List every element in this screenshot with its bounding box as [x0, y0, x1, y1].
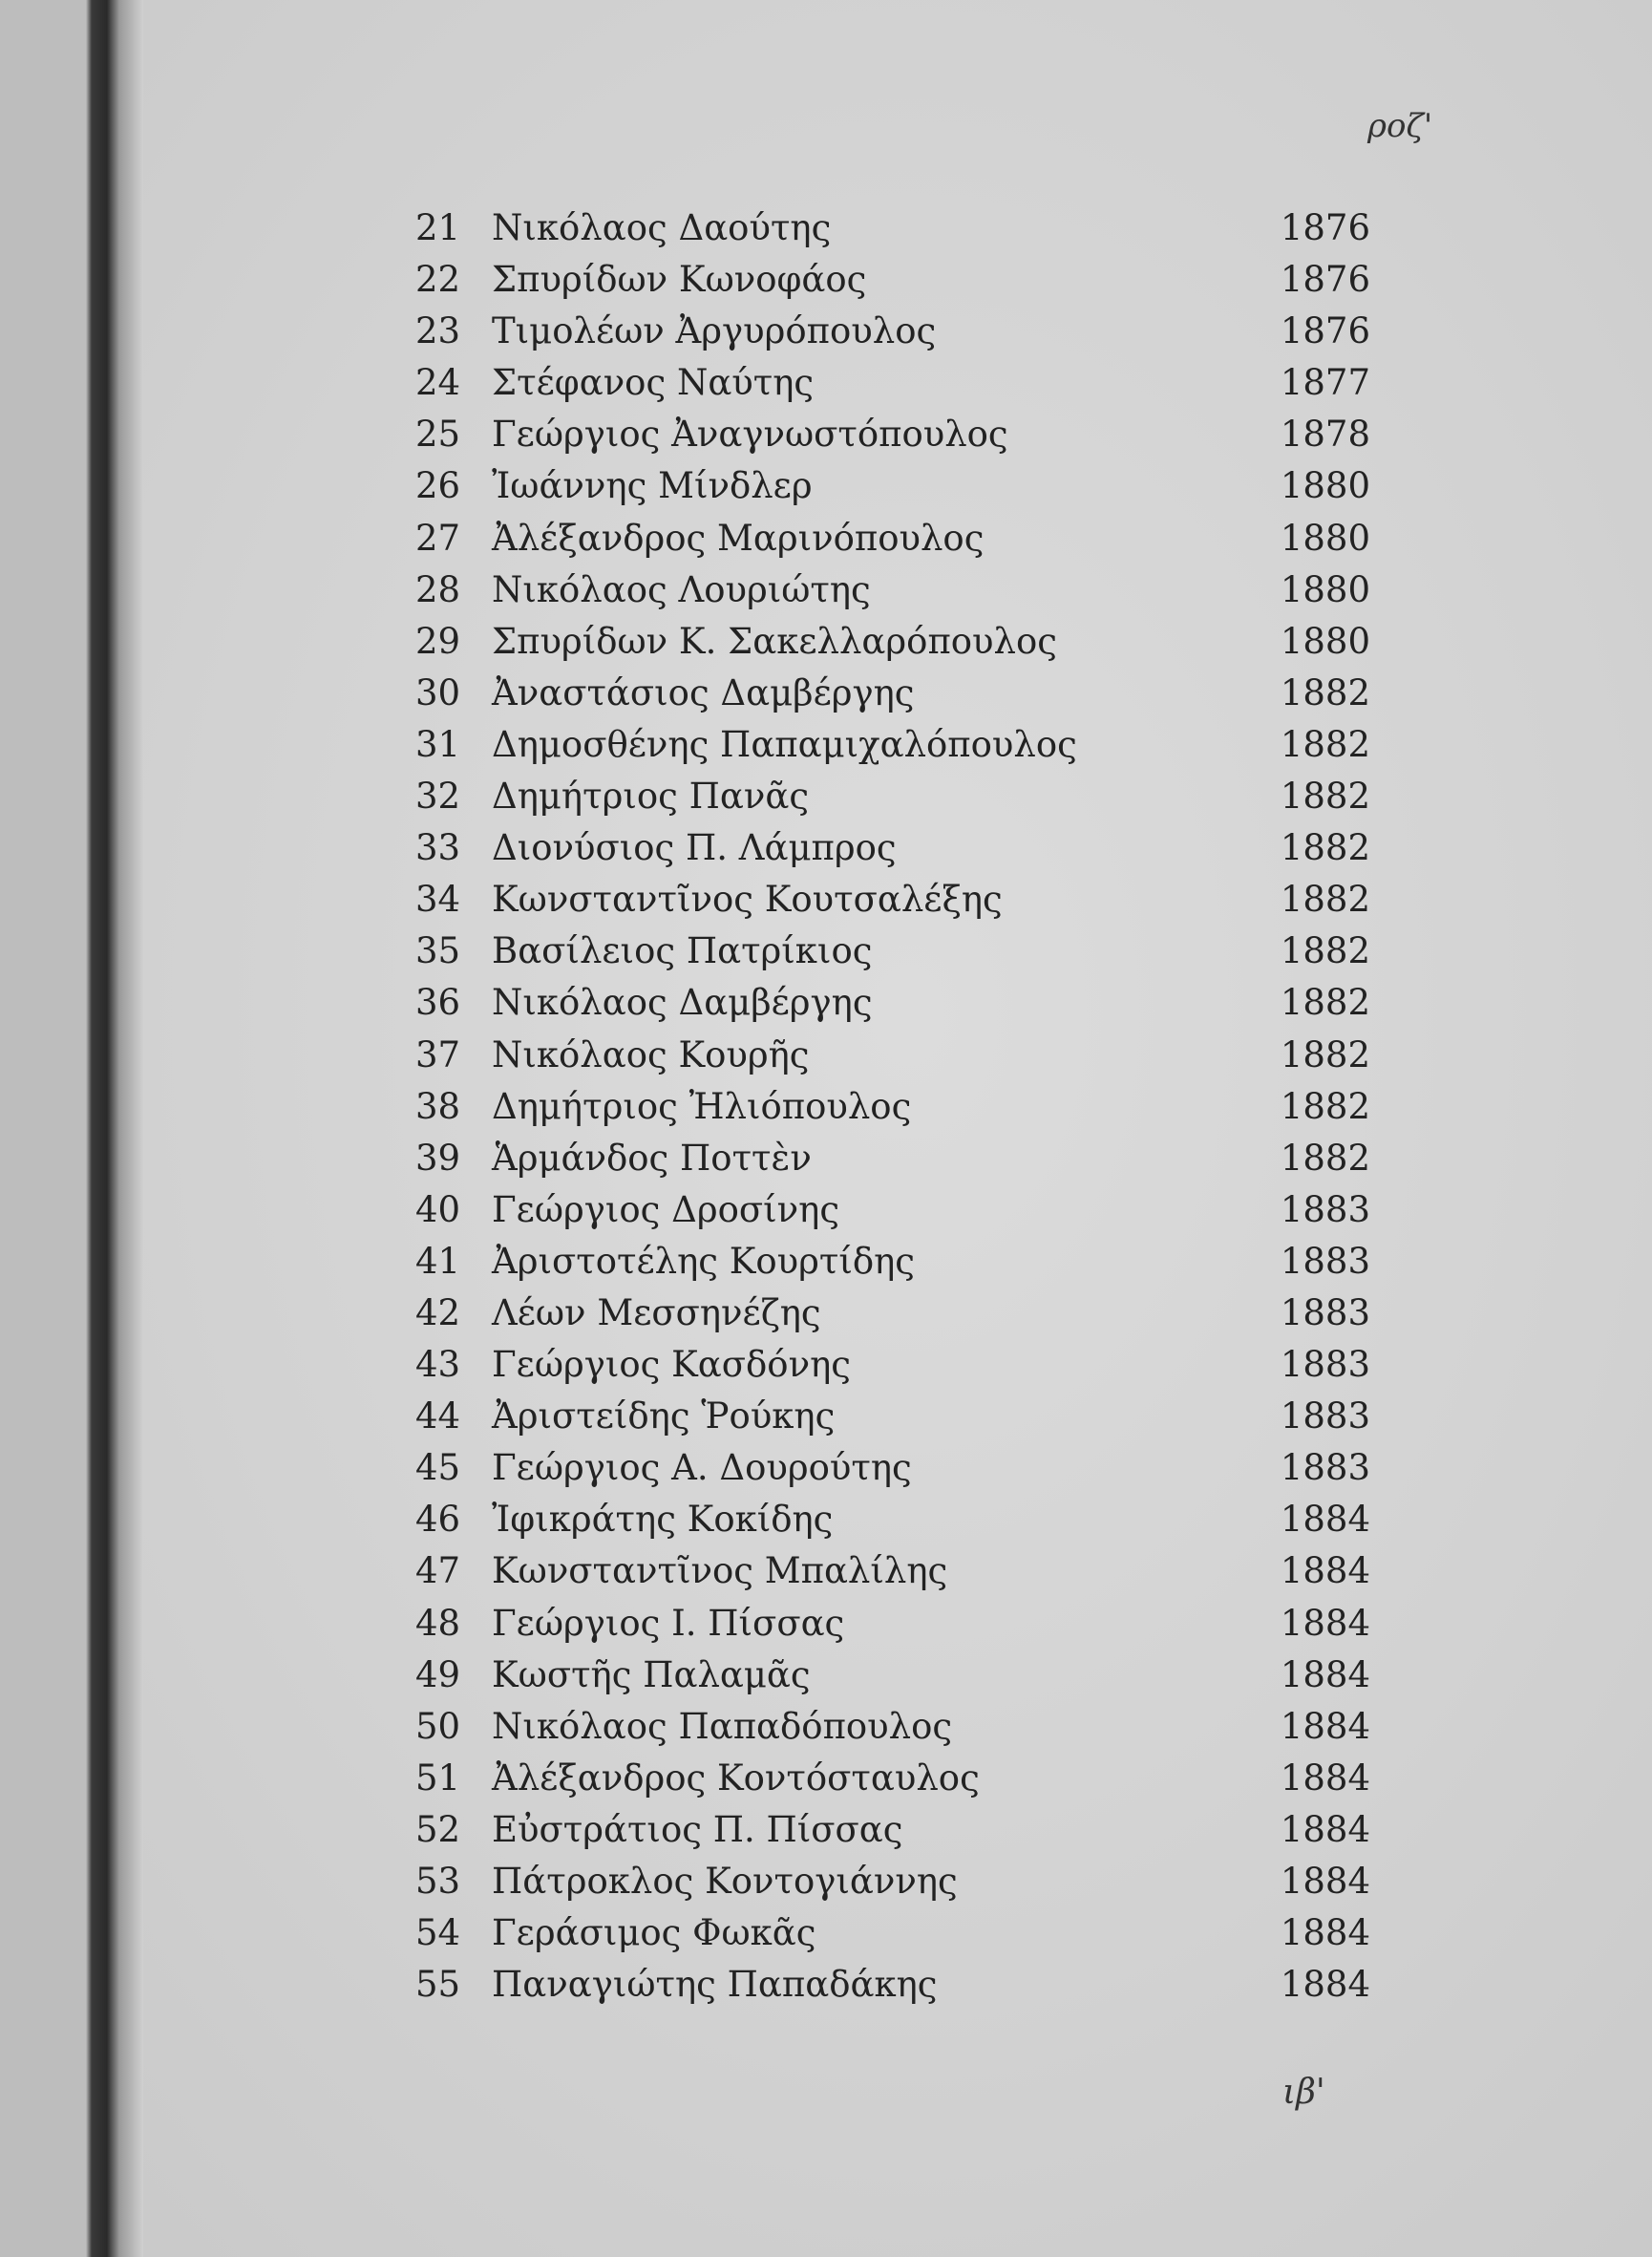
entry-number: 40	[415, 1188, 461, 1230]
entry-number: 51	[415, 1757, 461, 1799]
list-item	[415, 254, 1389, 306]
member-list	[415, 202, 1389, 2011]
entry-number: 48	[415, 1602, 461, 1644]
entry-name: Δημοσθένης Παπαμιχαλόπουλος	[492, 723, 1077, 765]
list-item	[415, 1701, 1389, 1753]
list-item	[415, 1184, 1389, 1236]
entry-number: 41	[415, 1240, 461, 1282]
entry-number: 47	[415, 1550, 461, 1592]
entry-number: 37	[415, 1033, 461, 1075]
entry-number: 32	[415, 776, 461, 818]
entry-year: 1884	[1280, 1861, 1370, 1902]
entry-name: Δημήτριος Πανᾶς	[492, 776, 810, 818]
entry-number: 29	[415, 620, 461, 662]
entry-year: 1882	[1280, 1137, 1370, 1179]
entry-number: 28	[415, 568, 461, 610]
entry-year: 1876	[1280, 259, 1370, 301]
entry-name: Κωνσταντῖνος Μπαλίλης	[492, 1550, 948, 1592]
entry-year: 1884	[1280, 1912, 1370, 1954]
entry-name: Στέφανος Ναύτης	[492, 362, 815, 404]
entry-number: 54	[415, 1912, 461, 1954]
entry-year: 1882	[1280, 930, 1370, 972]
entry-number: 22	[415, 259, 461, 301]
entry-number: 31	[415, 723, 461, 765]
entry-number: 44	[415, 1395, 461, 1437]
list-item	[415, 1288, 1389, 1339]
entry-name: Ἁρμάνδος Ποττὲν	[492, 1137, 812, 1179]
entry-year: 1882	[1280, 827, 1370, 869]
entry-name: Γεράσιμος Φωκᾶς	[492, 1912, 816, 1954]
entry-name: Κωστῆς Παλαμᾶς	[492, 1653, 811, 1695]
entry-name: Βασίλειος Πατρίκιος	[492, 930, 873, 972]
list-item	[415, 616, 1389, 668]
entry-name: Γεώργιος Δροσίνης	[492, 1188, 840, 1230]
entry-name: Νικόλαος Λουριώτης	[492, 568, 871, 610]
entry-year: 1878	[1280, 414, 1370, 456]
entry-name: Λέων Μεσσηνέζης	[492, 1291, 821, 1333]
list-item	[415, 1959, 1389, 2011]
entry-number: 30	[415, 671, 461, 713]
entry-number: 39	[415, 1137, 461, 1179]
list-item	[415, 1081, 1389, 1133]
list-item	[415, 1598, 1389, 1650]
list-item	[415, 1442, 1389, 1494]
entry-year: 1884	[1280, 1808, 1370, 1850]
list-item	[415, 1753, 1389, 1804]
entry-year: 1884	[1280, 1550, 1370, 1592]
list-item	[415, 668, 1389, 719]
entry-year: 1884	[1280, 1602, 1370, 1644]
list-item	[415, 1133, 1389, 1184]
entry-number: 34	[415, 879, 461, 921]
entry-year: 1876	[1280, 207, 1370, 248]
entry-number: 25	[415, 414, 461, 456]
entry-name: Διονύσιος Π. Λάμπρος	[492, 827, 897, 869]
entry-number: 53	[415, 1861, 461, 1902]
entry-name: Ἰφικράτης Κοκίδης	[492, 1499, 834, 1541]
list-item	[415, 460, 1389, 512]
entry-year: 1882	[1280, 1085, 1370, 1127]
list-item	[415, 513, 1389, 564]
entry-number: 52	[415, 1808, 461, 1850]
entry-year: 1884	[1280, 1964, 1370, 2006]
entry-name: Ἀναστάσιος Δαμβέργης	[492, 671, 915, 713]
entry-name: Ἀριστοτέλης Κουρτίδης	[492, 1240, 916, 1282]
list-item	[415, 822, 1389, 874]
list-item	[415, 1545, 1389, 1597]
entry-number: 50	[415, 1705, 461, 1747]
entry-name: Ἀλέξανδρος Κοντόσταυλος	[492, 1757, 980, 1799]
entry-year: 1876	[1280, 310, 1370, 352]
entry-number: 45	[415, 1447, 461, 1489]
entry-name: Νικόλαος Παπαδόπουλος	[492, 1705, 953, 1747]
entry-name: Εὐστράτιος Π. Πίσσας	[492, 1808, 903, 1850]
entry-name: Τιμολέων Ἀργυρόπουλος	[492, 310, 937, 352]
book-spine-shadow	[0, 0, 143, 2257]
entry-name: Ἀριστείδης Ῥούκης	[492, 1395, 836, 1437]
list-item	[415, 977, 1389, 1029]
entry-name: Γεώργιος Ι. Πίσσας	[492, 1602, 845, 1644]
entry-year: 1882	[1280, 879, 1370, 921]
list-item	[415, 202, 1389, 254]
entry-year: 1883	[1280, 1395, 1370, 1437]
entry-number: 23	[415, 310, 461, 352]
entry-year: 1883	[1280, 1188, 1370, 1230]
entry-year: 1882	[1280, 982, 1370, 1024]
entry-name: Δημήτριος Ἠλιόπουλος	[492, 1085, 912, 1127]
entry-number: 26	[415, 465, 461, 507]
entry-year: 1880	[1280, 465, 1370, 507]
list-item	[415, 1650, 1389, 1701]
entry-name: Νικόλαος Δαούτης	[492, 207, 832, 248]
list-item	[415, 1236, 1389, 1288]
entry-name: Σπυρίδων Κ. Σακελλαρόπουλος	[492, 620, 1057, 662]
entry-number: 33	[415, 827, 461, 869]
list-item	[415, 719, 1389, 771]
entry-year: 1880	[1280, 568, 1370, 610]
list-item	[415, 874, 1389, 926]
entry-year: 1883	[1280, 1344, 1370, 1386]
list-item	[415, 1804, 1389, 1856]
entry-number: 49	[415, 1653, 461, 1695]
entry-number: 43	[415, 1344, 461, 1386]
entry-year: 1880	[1280, 517, 1370, 559]
entry-name: Πάτροκλος Κοντογιάννης	[492, 1861, 958, 1902]
entry-number: 36	[415, 982, 461, 1024]
entry-number: 21	[415, 207, 461, 248]
entry-year: 1882	[1280, 671, 1370, 713]
entry-year: 1883	[1280, 1291, 1370, 1333]
entry-number: 38	[415, 1085, 461, 1127]
list-item	[415, 1391, 1389, 1442]
list-item	[415, 306, 1389, 357]
entry-year: 1882	[1280, 723, 1370, 765]
list-item	[415, 1494, 1389, 1545]
entry-name: Κωνσταντῖνος Κουτσαλέξης	[492, 879, 1003, 921]
entry-year: 1883	[1280, 1240, 1370, 1282]
entry-year: 1884	[1280, 1499, 1370, 1541]
entry-name: Νικόλαος Δαμβέργης	[492, 982, 873, 1024]
entry-year: 1877	[1280, 362, 1370, 404]
entry-year: 1882	[1280, 1033, 1370, 1075]
entry-name: Σπυρίδων Κωνοφάος	[492, 259, 867, 301]
list-item	[415, 409, 1389, 460]
entry-number: 46	[415, 1499, 461, 1541]
entry-year: 1882	[1280, 776, 1370, 818]
entry-number: 35	[415, 930, 461, 972]
entry-number: 24	[415, 362, 461, 404]
list-item	[415, 1856, 1389, 1907]
entry-name: Ἰωάννης Μίνδλερ	[492, 465, 813, 507]
list-item	[415, 564, 1389, 616]
entry-name: Νικόλαος Κουρῆς	[492, 1033, 810, 1075]
page-folio-number: ροζ'	[1367, 107, 1433, 145]
signature-mark: ιβ'	[1282, 2073, 1325, 2112]
entry-year: 1884	[1280, 1705, 1370, 1747]
entry-number: 27	[415, 517, 461, 559]
entry-year: 1884	[1280, 1757, 1370, 1799]
entry-name: Γεώργιος Ἀναγνωστόπουλος	[492, 414, 1008, 456]
list-item	[415, 357, 1389, 409]
entry-name: Γεώργιος Κασδόνης	[492, 1344, 851, 1386]
list-item	[415, 926, 1389, 977]
entry-year: 1880	[1280, 620, 1370, 662]
entry-year: 1884	[1280, 1653, 1370, 1695]
list-item	[415, 1907, 1389, 1959]
entry-name: Γεώργιος Α. Δουρούτης	[492, 1447, 912, 1489]
entry-name: Παναγιώτης Παπαδάκης	[492, 1964, 938, 2006]
list-item	[415, 1339, 1389, 1391]
list-item	[415, 1030, 1389, 1081]
entry-number: 42	[415, 1291, 461, 1333]
entry-year: 1883	[1280, 1447, 1370, 1489]
entry-number: 55	[415, 1964, 461, 2006]
entry-name: Ἀλέξανδρος Μαρινόπουλος	[492, 517, 985, 559]
list-item	[415, 771, 1389, 822]
